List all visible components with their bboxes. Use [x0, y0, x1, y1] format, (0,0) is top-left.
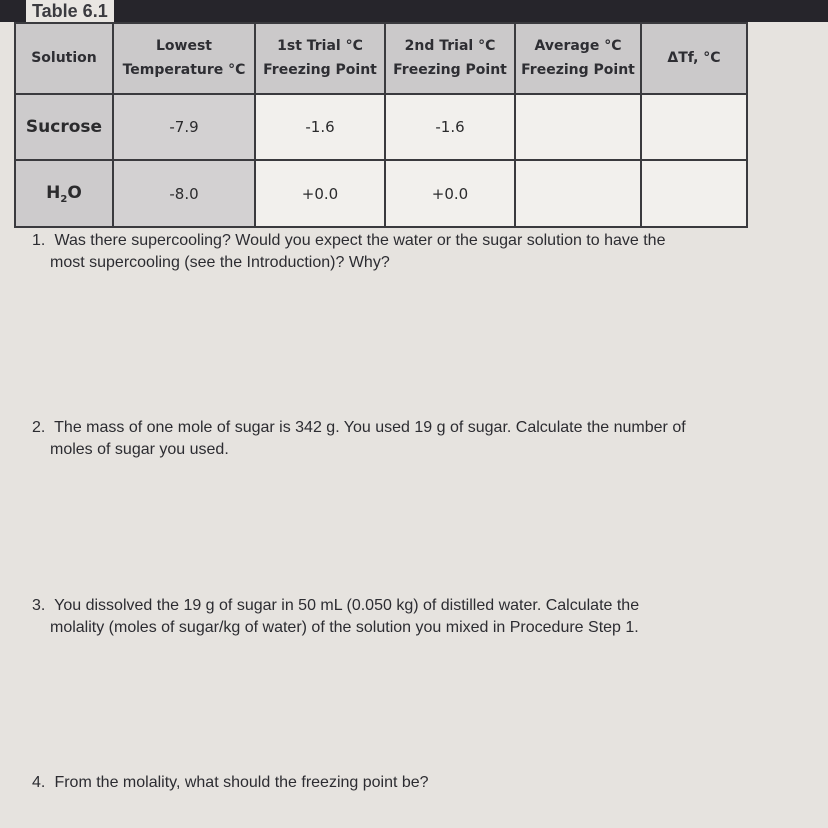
freezing-point-table — [14, 22, 748, 228]
question-text-line1: From the molality, what should the freezing point be? — [54, 774, 429, 791]
question-text-line1: You dissolved the 19 g of sugar in 50 mL (0.050 kg) of distilled water. Calculate the — [54, 597, 640, 614]
cell-trial-1: +0.0 — [255, 160, 385, 227]
header-trial-1: 1st Trial °C Freezing Point — [255, 23, 385, 94]
question-number: 2. — [32, 419, 46, 436]
cell-lowest: -7.9 — [113, 94, 255, 161]
cell-trial-2: +0.0 — [385, 160, 515, 227]
question-text-line2: most supercooling (see the Introduction)? Why? — [50, 254, 390, 271]
question-4 — [32, 772, 752, 794]
question-text-line2: moles of sugar you used. — [50, 441, 229, 458]
cell-delta[interactable] — [641, 160, 747, 227]
table-caption: Table 6.1 — [26, 0, 114, 22]
question-1 — [32, 230, 752, 274]
header-average: Average °C Freezing Point — [515, 23, 641, 94]
question-2 — [32, 417, 752, 461]
table-row-water — [15, 160, 747, 227]
cell-average[interactable] — [515, 160, 641, 227]
cell-lowest: -8.0 — [113, 160, 255, 227]
header-delta-tf: ΔTf, °C — [641, 23, 747, 94]
cell-trial-2: -1.6 — [385, 94, 515, 161]
cell-delta[interactable] — [641, 94, 747, 161]
header-lowest-temperature: Lowest Temperature °C — [113, 23, 255, 94]
header-solution: Solution — [15, 23, 113, 94]
cell-solution: Sucrose — [15, 94, 113, 161]
table-row-sucrose — [15, 94, 747, 161]
cell-average[interactable] — [515, 94, 641, 161]
cell-solution: $H_2O$ — [15, 160, 113, 227]
question-text-line1: The mass of one mole of sugar is 342 g. You used 19 g of sugar. Calculate the number of — [54, 419, 686, 436]
header-trial-2: 2nd Trial °C Freezing Point — [385, 23, 515, 94]
question-text-line2: molality (moles of sugar/kg of water) of the solution you mixed in Procedure Step 1. — [50, 619, 639, 636]
question-number: 4. — [32, 774, 46, 791]
question-number: 1. — [32, 232, 46, 249]
question-number: 3. — [32, 597, 46, 614]
table-header-row — [15, 23, 747, 94]
cell-trial-1: -1.6 — [255, 94, 385, 161]
question-3 — [32, 595, 752, 639]
question-text-line1: Was there supercooling? Would you expect the water or the sugar solution to have the — [54, 232, 666, 249]
top-dark-edge — [0, 0, 828, 22]
